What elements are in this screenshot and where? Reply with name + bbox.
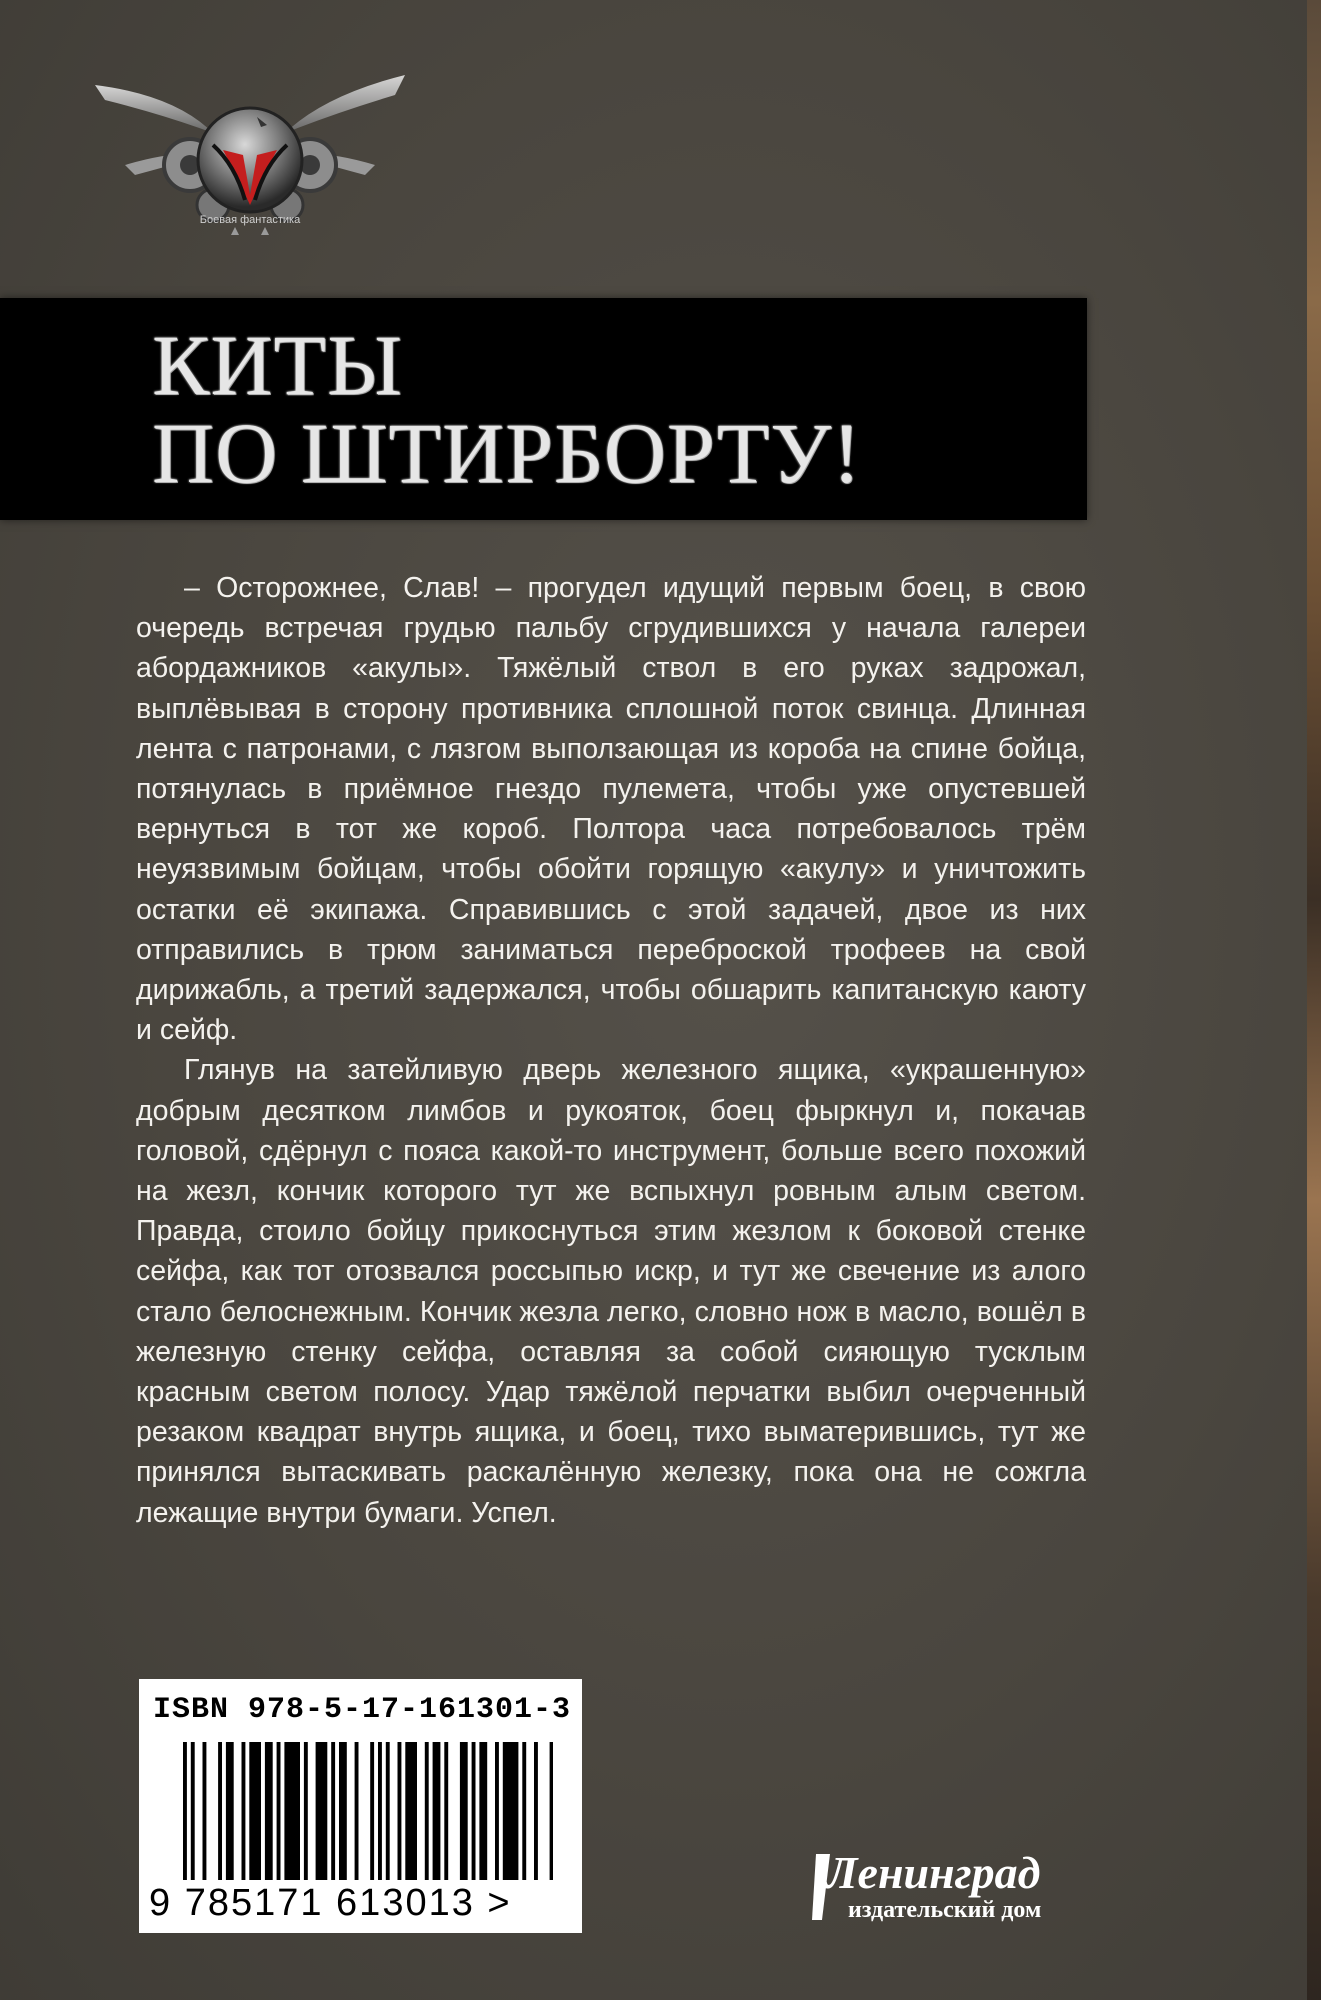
- book-title-line-2: ПО ШТИРБОРТУ!: [152, 405, 862, 501]
- publisher-logo: [812, 1847, 1112, 1930]
- isbn-barcode-block: [139, 1679, 582, 1933]
- series-caption: Боевая фантастика: [199, 214, 301, 226]
- emblem-graphic: [95, 55, 405, 235]
- barcode-digits: 9 785171 613013 >: [149, 1882, 512, 1924]
- blurb-paragraph-2: Глянув на затейливую дверь железного ящика, «украшенную» добрым десятком лимбов и рукояток, боец фыркнул и, покачав головой, сдёрнул с пояса какой-то инструмент, больше всего похожий на жезл, кончик которого тут же вспыхнул ровным алым светом. Правда, стоило бойцу прикоснуться этим жезлом к боковой стенке сейфа, как тот отозвался россыпью искр, и тут же свечение из алого стало белоснежным. Кончик жезла легко, словно нож в масло, вошёл в железную стенку сейфа, оставляя за собой сияющую тусклым красным светом полосу. Удар тяжёлой перчатки выбил очерченный резаком квадрат внутрь ящика, и боец, тихо выматерившись, тут же принялся вытаскивать раскалённую железку, пока она не сожгла лежащие внутри бумаги. Успел.: [136, 1054, 1086, 1529]
- isbn-label: ISBN 978-5-17-161301-3: [153, 1693, 572, 1727]
- blurb-paragraph-1: – Осторожнее, Слав! – прогудел идущий первым боец, в свою очередь встречая грудью пальбу сгрудившихся у начала галереи абордажников «акулы». Тяжёлый ствол в его руках задрожал, выплёвывая в сторону противника сплошной поток свинца. Длинная лента с патронами, с лязгом выползающая из короба на спине бойца, потянулась в приёмное гнездо пулемета, чтобы уже опустевшей вернуться в тот же короб. Полтора часа потребовалось трём неуязвимым бойцам, чтобы обойти горящую «акулу» и уничтожить остатки её экипажа. Справившись с этой задачей, двое из них отправились в трюм заниматься переброской трофеев на свой дирижабль, а третий задержался, чтобы обшарить капитанскую каюту и сейф.: [136, 572, 1086, 1047]
- barcode-bars: [183, 1742, 553, 1880]
- book-title-line-1: КИТЫ: [152, 317, 403, 413]
- spine-edge-strip: [1307, 0, 1321, 2000]
- publisher-name: Ленинград: [826, 1847, 1041, 1898]
- back-cover-blurb: [136, 568, 1086, 1533]
- publisher-subtitle: издательский дом: [848, 1897, 1042, 1923]
- series-emblem-logo: [95, 55, 405, 235]
